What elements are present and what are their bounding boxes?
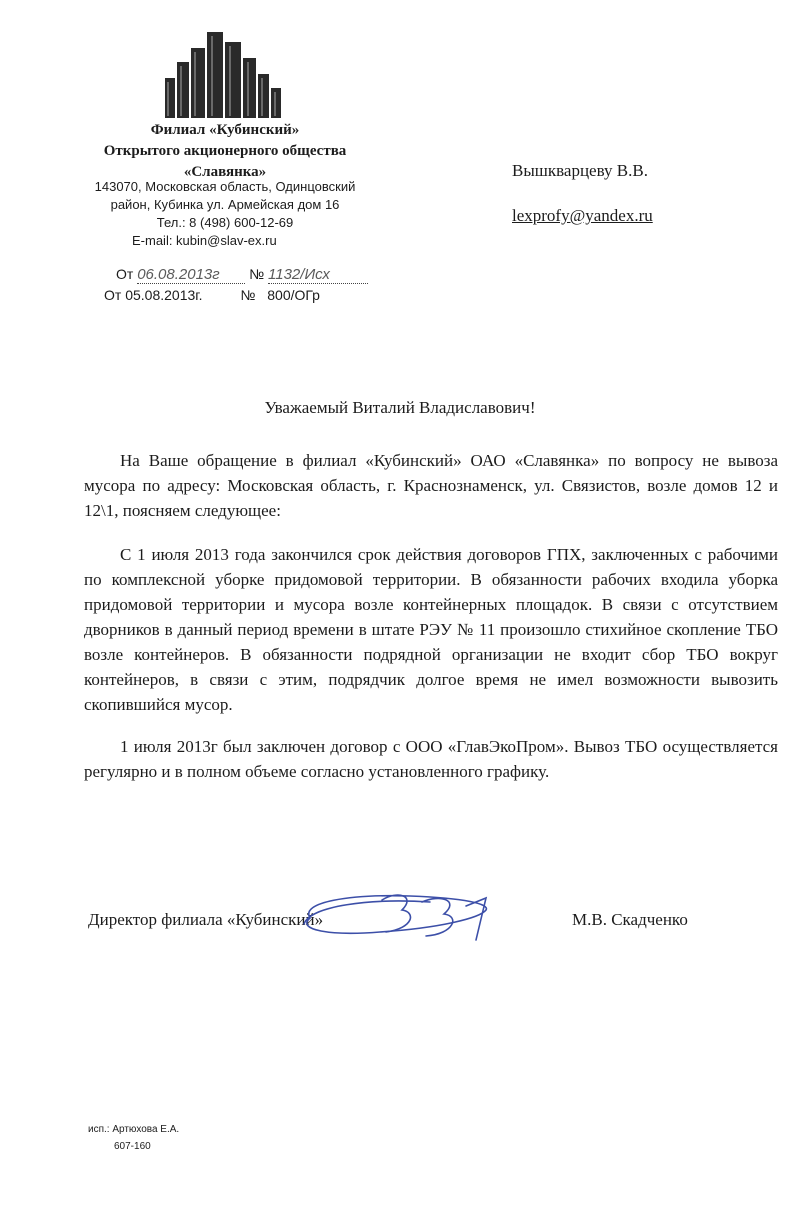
handwritten-reference: [116, 266, 368, 284]
executor-phone: 607-160: [114, 1141, 151, 1152]
recipient-name: Вышкварцеву В.В.: [512, 161, 648, 180]
address-line-2: район, Кубинка ул. Армейская дом 16: [110, 197, 340, 212]
signatory-name: М.В. Скадченко: [572, 910, 688, 929]
printed-date: От 05.08.2013г.: [104, 287, 203, 303]
org-line-2: Открытого акционерного общества: [103, 143, 347, 159]
from-label: От: [116, 266, 134, 282]
org-line-3: «Славянка»: [183, 164, 267, 180]
number-label: №: [249, 266, 265, 282]
salutation: Уважаемый Виталий Владиславович!: [264, 398, 536, 417]
org-email-line: E-mail: kubin@slav-ex.ru: [132, 233, 277, 248]
org-line-1: Филиал «Кубинский»: [150, 122, 300, 138]
company-logo: [163, 28, 283, 118]
printed-number: 800/ОГр: [267, 287, 320, 303]
handwritten-date: 06.08.2013г: [137, 266, 245, 284]
phone-line: Тел.: 8 (498) 600-12-69: [156, 215, 294, 230]
printed-reference: [104, 287, 320, 303]
printed-number-label: №: [240, 287, 256, 303]
address-line-1: 143070, Московская область, Одинцовский: [94, 179, 356, 194]
executor-name: исп.: Артюхова Е.А.: [88, 1124, 180, 1135]
paragraph-3: 1 июля 2013г был заключен договор с ООО «ГлавЭкоПром». Вывоз ТБО осуществляется регулярно и в полном объеме согласно установленного графику.: [84, 737, 778, 781]
paragraph-2: С 1 июля 2013 года закончился срок действия договоров ГПХ, заключенных с рабочими по комплексной уборке придомовой территории. В обязанности рабочих входила уборка придомовой территории и мусора возле контейнерных площадок. В связи с отсутствием дворников в данный период времени в штате РЭУ № 11 произошло стихийное скопление ТБО возле контейнеров. В обязанности подрядной организации не входит сбор ТБО вокруг контейнеров, в связи с этим, подрядчик долгое время не имел возможности вывозить скопившийся мусор.: [84, 545, 778, 714]
paragraph-1: На Ваше обращение в филиал «Кубинский» ОАО «Славянка» по вопросу не вывоза мусора по адресу: Московская область, г. Краснознаменск, ул. Связистов, возле домов 12 и 12\1, поясняем следующее:: [84, 451, 778, 520]
signatory-title: Директор филиала «Кубинский»: [88, 910, 324, 929]
organization-name: [60, 120, 390, 183]
organization-contacts: [60, 178, 390, 250]
recipient-email[interactable]: lexprofy@yandex.ru: [512, 206, 653, 225]
handwritten-number: 1132/Исх: [268, 266, 368, 284]
handwritten-signature: [290, 876, 510, 956]
